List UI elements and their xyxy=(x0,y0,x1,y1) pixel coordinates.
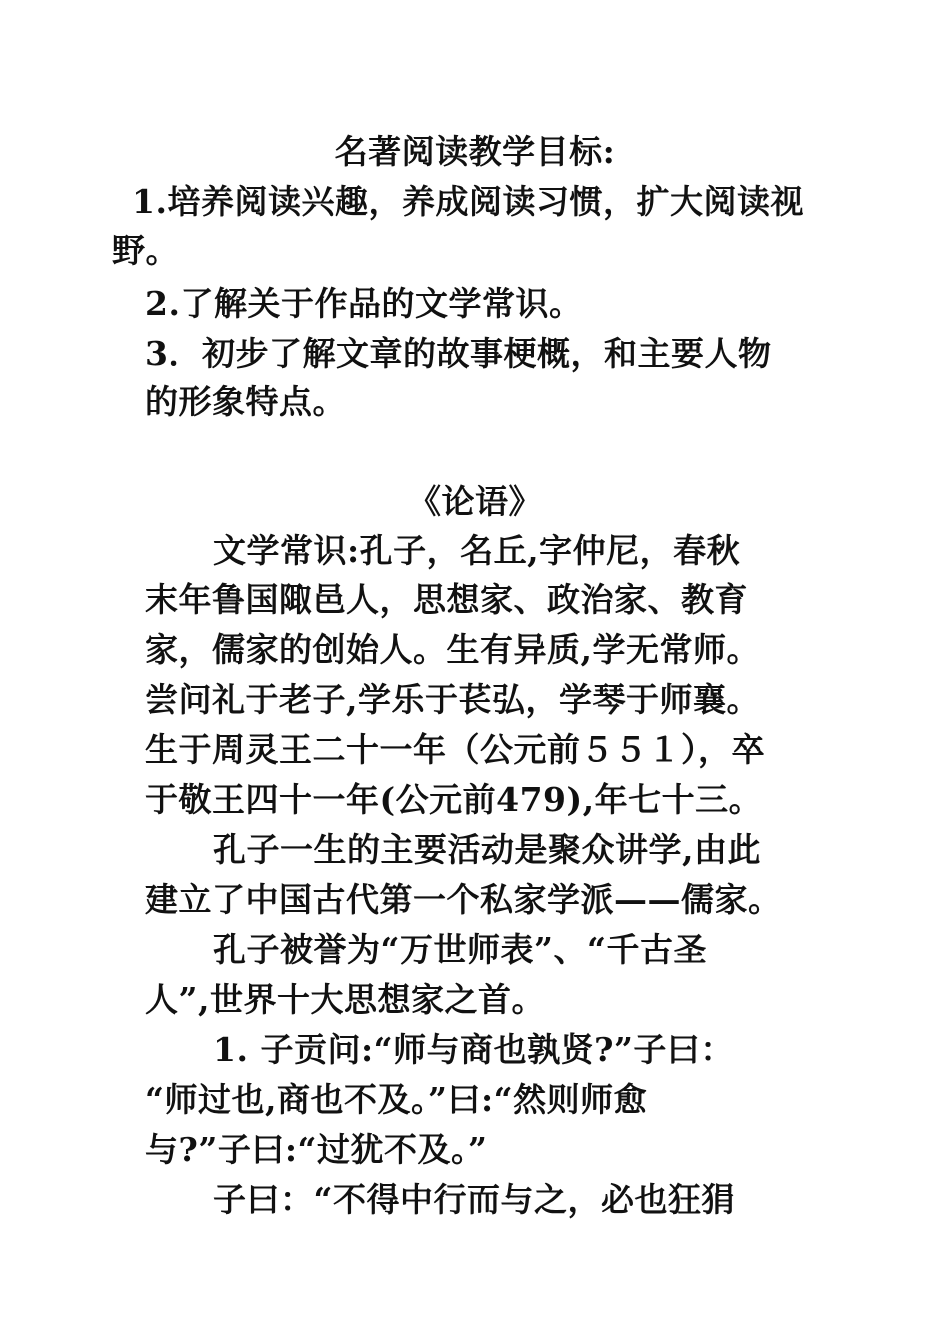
goal-3-line-1: 3．初步了解文章的故事梗概，和主要人物 xyxy=(145,334,772,373)
paragraph-line: 于敬王四十一年(公元前479),年七十三。 xyxy=(145,780,763,819)
paragraph-line: “师过也,商也不及。”曰:“然则师愈 xyxy=(145,1080,648,1119)
paragraph-line: 家，儒家的创始人。生有异质,学无常师。 xyxy=(145,630,760,669)
paragraph-line: 人”,世界十大思想家之首。 xyxy=(145,980,545,1019)
paragraph-line: 生于周灵王二十一年（公元前５５１），卒 xyxy=(145,730,765,769)
goal-1-line-1: 1.培养阅读兴趣，养成阅读习惯，扩大阅读视 xyxy=(132,182,804,221)
paragraph-line: 建立了中国古代第一个私家学派——儒家。 xyxy=(145,880,782,919)
paragraph-line: 末年鲁国陬邑人，思想家、政治家、教育 xyxy=(145,580,748,619)
paragraph-line: 孔子被誉为“万世师表”、“千古圣 xyxy=(213,930,707,969)
paragraph-line: 孔子一生的主要活动是聚众讲学,由此 xyxy=(213,830,761,869)
paragraph-line: 1. 子贡问:“师与商也孰贤?”子曰： xyxy=(213,1030,734,1069)
section-title-goals: 名著阅读教学目标: xyxy=(334,132,616,171)
section-title-lunyu: 《论语》 xyxy=(408,482,542,521)
goal-3-line-2: 的形象特点。 xyxy=(145,382,346,421)
paragraph-line: 尝问礼于老子,学乐于苌弘，学琴于师襄。 xyxy=(145,680,760,719)
paragraph-line: 子曰：“不得中行而与之，必也狂狷 xyxy=(213,1180,735,1219)
goal-2: 2.了解关于作品的文学常识。 xyxy=(145,284,583,323)
goal-1-line-2: 野。 xyxy=(112,231,179,270)
paragraph-line: 与?”子曰:“过犹不及。” xyxy=(145,1130,488,1169)
paragraph-line: 文学常识:孔子，名丘,字仲尼，春秋 xyxy=(213,531,741,570)
